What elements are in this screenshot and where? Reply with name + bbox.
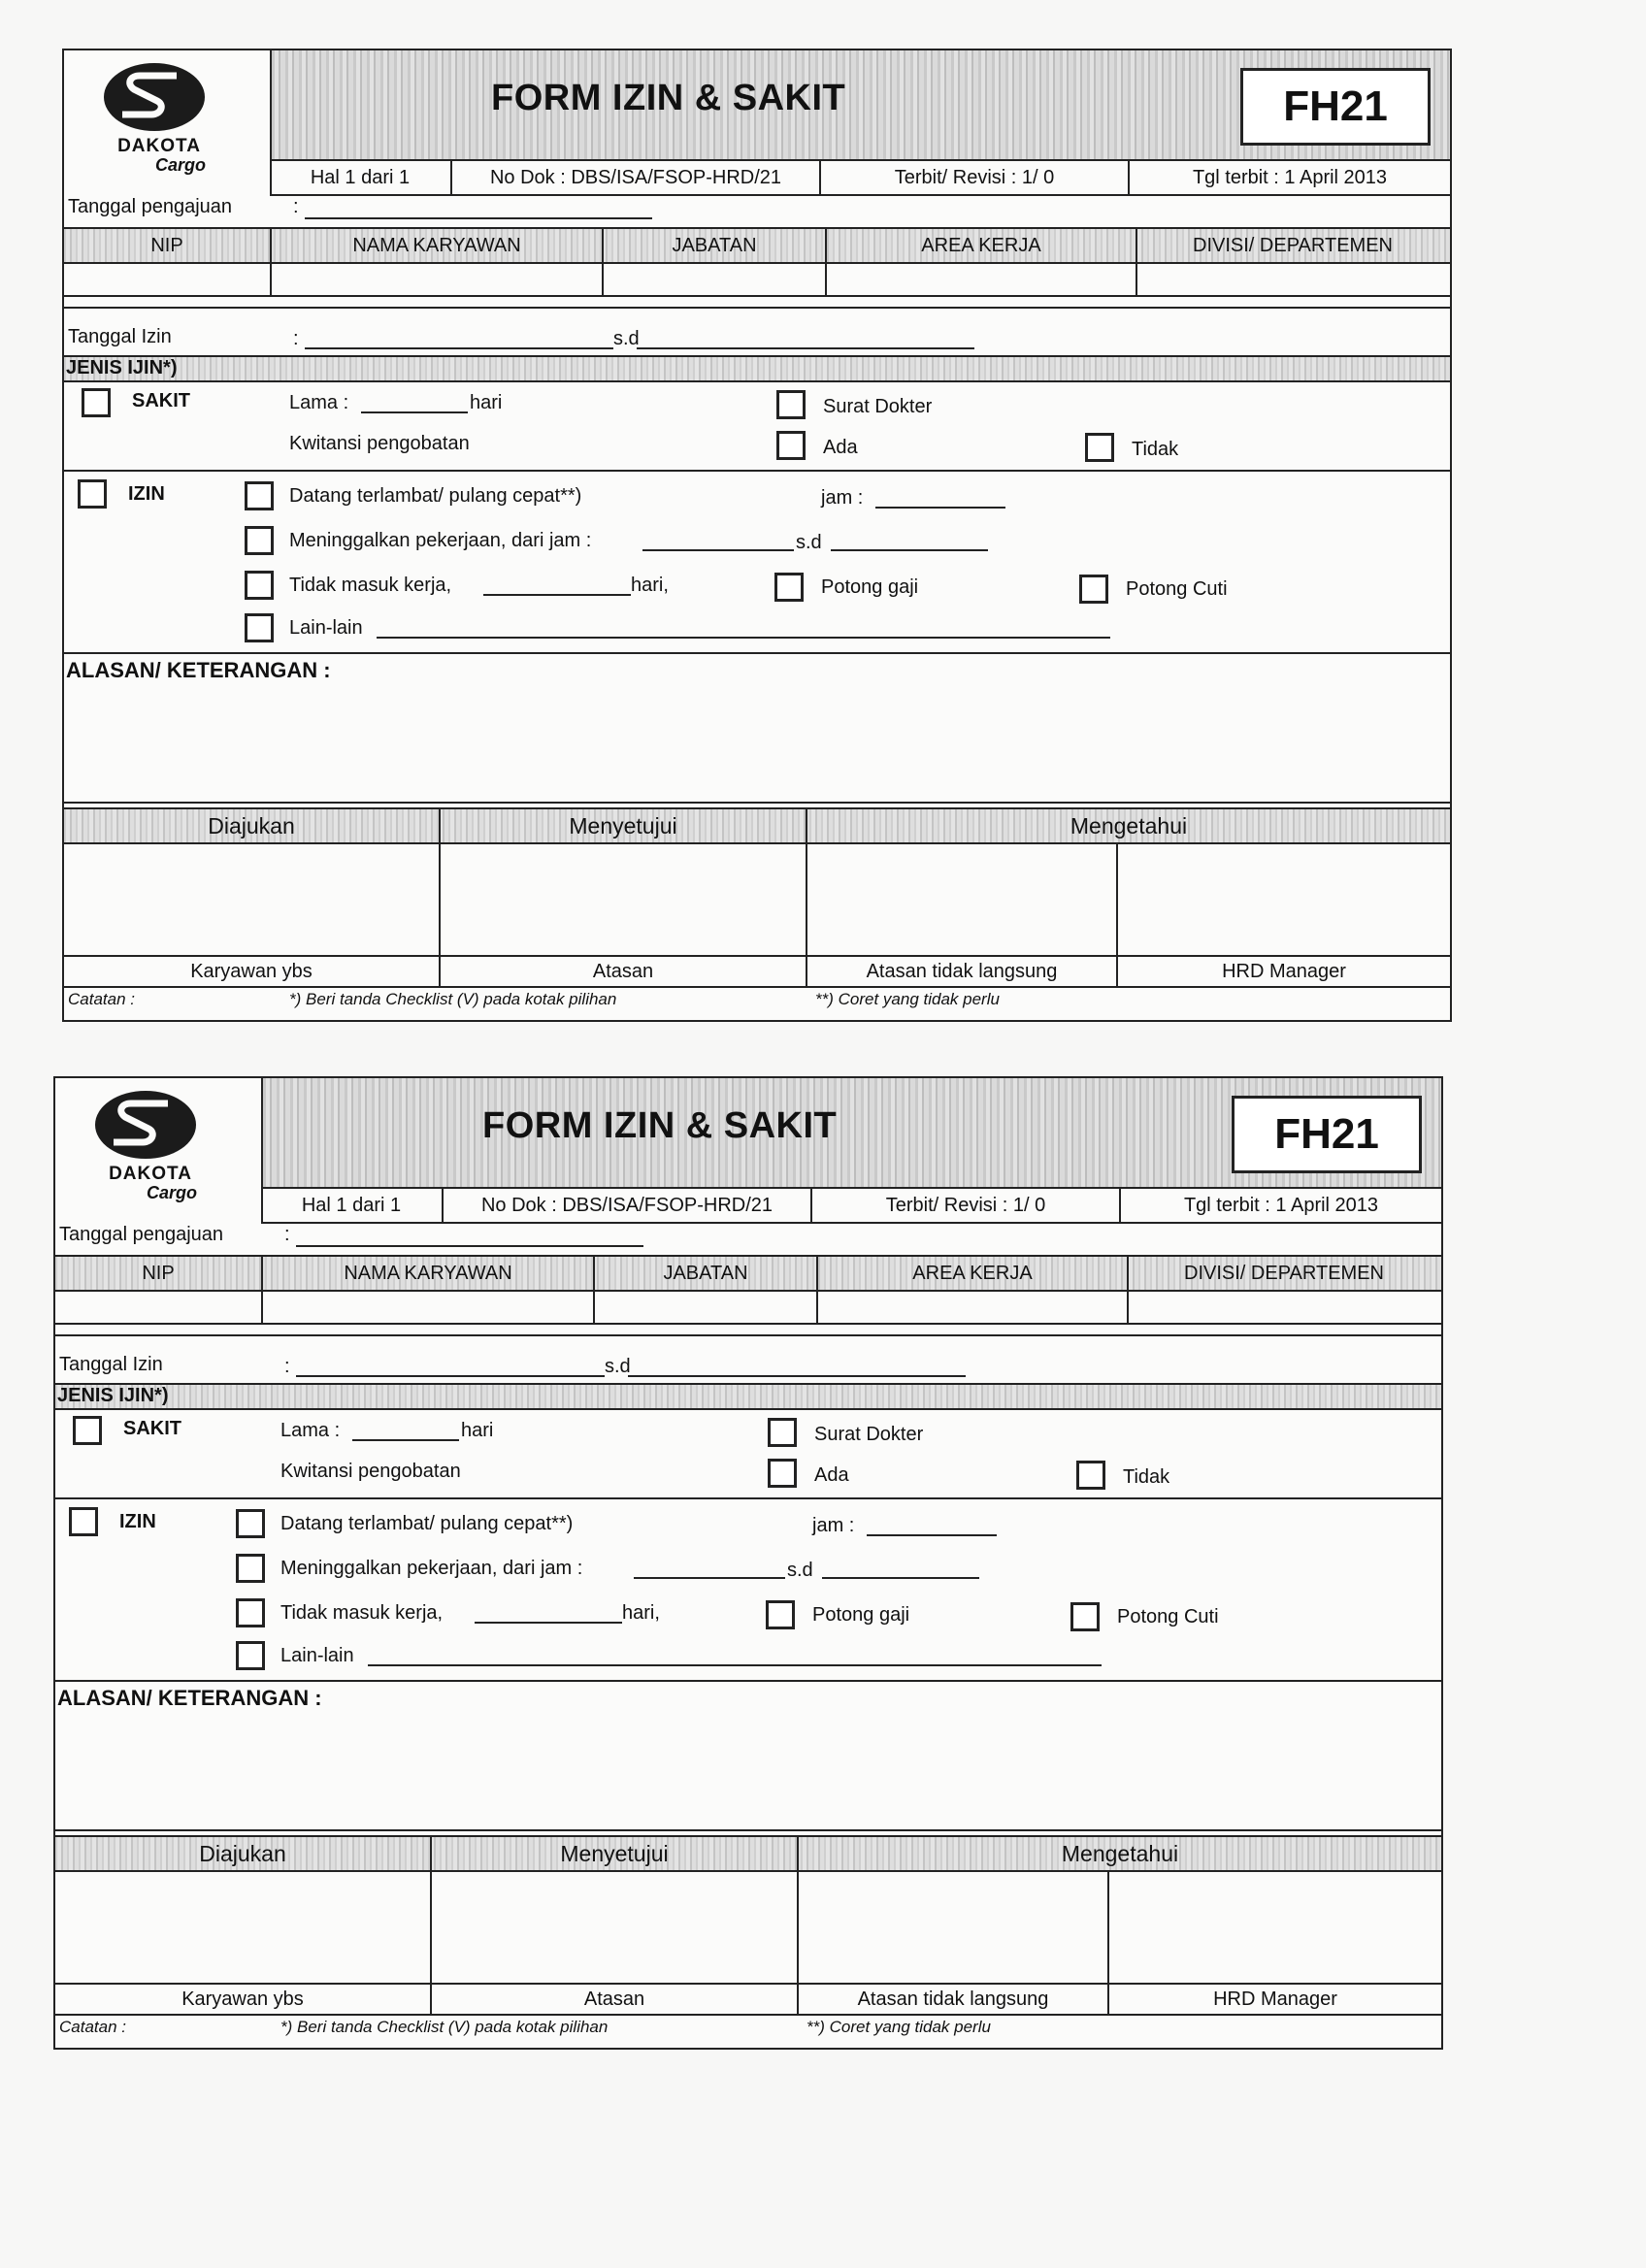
logo-mark-icon <box>101 60 208 134</box>
type-section-label: JENIS IJIN*) <box>66 357 178 378</box>
indirect-superior-signature-box[interactable] <box>807 844 1116 955</box>
other-checkbox[interactable] <box>245 613 274 642</box>
indirect-superior-signature-box[interactable] <box>799 1872 1107 1983</box>
form-title: FORM IZIN & SAKIT <box>491 78 846 118</box>
company-logo <box>64 50 272 196</box>
late-label: Datang terlambat/ pulang cepat**) <box>289 485 582 507</box>
approved-header: Menyetujui <box>569 813 677 838</box>
submission-date-label: Tanggal pengajuan <box>68 196 233 217</box>
absent-checkbox[interactable] <box>236 1598 265 1627</box>
col-work-area: AREA KERJA <box>921 235 1041 256</box>
leave-form-top <box>62 49 1452 1022</box>
late-checkbox[interactable] <box>236 1509 265 1538</box>
hrd-caption: HRD Manager <box>1213 1989 1337 2010</box>
company-name: DAKOTA <box>109 1164 192 1184</box>
leave-start-field[interactable] <box>305 347 613 349</box>
employee-row-cells[interactable] <box>55 1292 1441 1323</box>
late-hour-field[interactable] <box>867 1534 997 1536</box>
revision-info: Terbit/ Revisi : 1/ 0 <box>812 1189 1121 1222</box>
colon: : <box>284 1356 290 1377</box>
company-logo <box>55 1078 263 1224</box>
company-name: DAKOTA <box>117 136 201 156</box>
type-section-label: JENIS IJIN*) <box>57 1385 169 1406</box>
leave-end-field[interactable] <box>628 1375 966 1377</box>
permit-label: IZIN <box>128 483 165 505</box>
notes-label: Catatan : <box>59 2018 126 2036</box>
absent-days-field[interactable] <box>475 1622 622 1624</box>
superior-caption: Atasan <box>583 1989 645 2010</box>
receipt-yes-checkbox[interactable] <box>776 431 806 460</box>
permit-label: IZIN <box>119 1511 156 1532</box>
late-checkbox[interactable] <box>245 481 274 510</box>
leave-work-to-field[interactable] <box>822 1577 979 1579</box>
col-nip: NIP <box>150 235 183 256</box>
colon: : <box>293 196 299 217</box>
leave-cut-checkbox[interactable] <box>1070 1602 1100 1631</box>
leave-date-label: Tanggal Izin <box>59 1354 163 1375</box>
submission-date-label: Tanggal pengajuan <box>59 1224 224 1245</box>
receipt-yes-label: Ada <box>823 437 858 458</box>
form-code: FH21 <box>1240 68 1431 146</box>
days-label: hari <box>461 1420 494 1441</box>
absent-label: Tidak masuk kerja, <box>280 1602 444 1624</box>
hrd-caption: HRD Manager <box>1222 961 1346 982</box>
receipt-yes-label: Ada <box>814 1464 849 1486</box>
late-label: Datang terlambat/ pulang cepat**) <box>280 1513 574 1534</box>
permit-checkbox[interactable] <box>78 479 107 509</box>
employee-signature-box[interactable] <box>55 1872 430 1983</box>
leave-work-to-field[interactable] <box>831 549 988 551</box>
receipt-yes-checkbox[interactable] <box>768 1459 797 1488</box>
doc-number: No Dok : DBS/ISA/FSOP-HRD/21 <box>444 1189 812 1222</box>
notes-label: Catatan : <box>68 990 135 1008</box>
note-checklist: *) Beri tanda Checklist (V) pada kotak pilihan <box>280 2018 609 2036</box>
reason-field[interactable] <box>64 687 1450 802</box>
acknowledged-header: Mengetahui <box>1070 813 1188 838</box>
company-sub: Cargo <box>146 1183 197 1202</box>
col-division: DIVISI/ DEPARTEMEN <box>1184 1263 1384 1284</box>
hour-label: jam : <box>812 1515 855 1536</box>
sick-days-field[interactable] <box>352 1439 459 1441</box>
doctor-note-checkbox[interactable] <box>768 1418 797 1447</box>
note-strike: **) Coret yang tidak perlu <box>815 990 1000 1008</box>
colon: : <box>284 1224 290 1245</box>
submitted-header: Diajukan <box>199 1841 286 1866</box>
hrd-signature-box[interactable] <box>1109 1872 1441 1983</box>
receipt-no-checkbox[interactable] <box>1085 433 1114 462</box>
note-checklist: *) Beri tanda Checklist (V) pada kotak pilihan <box>289 990 617 1008</box>
submission-date-field[interactable] <box>296 1245 643 1247</box>
until-label: s.d <box>613 328 640 349</box>
receipt-label: Kwitansi pengobatan <box>289 433 470 454</box>
until-label: s.d <box>787 1560 813 1581</box>
leave-work-label: Meninggalkan pekerjaan, dari jam : <box>280 1558 583 1579</box>
other-label: Lain-lain <box>280 1645 354 1666</box>
hour-label: jam : <box>821 487 864 509</box>
absent-days-label: hari, <box>622 1602 660 1624</box>
duration-label: Lama : <box>289 392 349 413</box>
until-label: s.d <box>796 532 822 553</box>
approved-header: Menyetujui <box>560 1841 669 1866</box>
form-code: FH21 <box>1232 1096 1422 1173</box>
absent-checkbox[interactable] <box>245 571 274 600</box>
issue-date: Tgl terbit : 1 April 2013 <box>1192 167 1388 188</box>
salary-cut-label: Potong gaji <box>812 1604 910 1626</box>
sick-label: SAKIT <box>132 390 190 411</box>
leave-work-from-field[interactable] <box>634 1577 785 1579</box>
leave-cut-checkbox[interactable] <box>1079 575 1108 604</box>
receipt-label: Kwitansi pengobatan <box>280 1461 461 1482</box>
superior-signature-box[interactable] <box>441 844 806 955</box>
salary-cut-checkbox[interactable] <box>766 1600 795 1629</box>
type-header-band <box>64 357 1450 380</box>
col-work-area: AREA KERJA <box>912 1263 1033 1284</box>
leave-work-label: Meninggalkan pekerjaan, dari jam : <box>289 530 592 551</box>
leave-work-checkbox[interactable] <box>245 526 274 555</box>
doc-meta-row <box>270 159 1450 196</box>
hrd-signature-box[interactable] <box>1118 844 1450 955</box>
late-hour-field[interactable] <box>875 507 1005 509</box>
sick-checkbox[interactable] <box>82 388 111 417</box>
reason-label: ALASAN/ KETERANGAN : <box>66 658 331 682</box>
leave-date-label: Tanggal Izin <box>68 326 172 347</box>
other-field[interactable] <box>377 637 1110 639</box>
leave-cut-label: Potong Cuti <box>1126 578 1228 600</box>
doctor-note-label: Surat Dokter <box>823 396 933 417</box>
other-field[interactable] <box>368 1664 1102 1666</box>
superior-signature-box[interactable] <box>432 1872 797 1983</box>
leave-work-checkbox[interactable] <box>236 1554 265 1583</box>
submitted-header: Diajukan <box>208 813 295 838</box>
sick-checkbox[interactable] <box>73 1416 102 1445</box>
colon: : <box>293 328 299 349</box>
other-checkbox[interactable] <box>236 1641 265 1670</box>
leave-start-field[interactable] <box>296 1375 605 1377</box>
page-info: Hal 1 dari 1 <box>270 161 452 194</box>
indirect-superior-caption: Atasan tidak langsung <box>866 961 1058 982</box>
leave-end-field[interactable] <box>637 347 974 349</box>
company-sub: Cargo <box>154 155 206 175</box>
days-label: hari <box>470 392 503 413</box>
acknowledged-header: Mengetahui <box>1061 1841 1179 1866</box>
submission-date-field[interactable] <box>305 217 652 219</box>
col-division: DIVISI/ DEPARTEMEN <box>1193 235 1393 256</box>
employee-row-cells[interactable] <box>64 264 1450 295</box>
logo-mark-icon <box>92 1088 199 1162</box>
leave-work-from-field[interactable] <box>642 549 794 551</box>
doc-number: No Dok : DBS/ISA/FSOP-HRD/21 <box>452 161 821 194</box>
indirect-superior-caption: Atasan tidak langsung <box>857 1989 1049 2010</box>
receipt-no-label: Tidak <box>1123 1466 1170 1488</box>
sick-days-field[interactable] <box>361 411 468 413</box>
permit-checkbox[interactable] <box>69 1507 98 1536</box>
superior-caption: Atasan <box>592 961 654 982</box>
absent-label: Tidak masuk kerja, <box>289 575 452 596</box>
reason-field[interactable] <box>55 1715 1441 1829</box>
note-strike: **) Coret yang tidak perlu <box>807 2018 991 2036</box>
receipt-no-checkbox[interactable] <box>1076 1461 1105 1490</box>
until-label: s.d <box>605 1356 631 1377</box>
col-employee-name: NAMA KARYAWAN <box>344 1263 512 1284</box>
col-nip: NIP <box>142 1263 175 1284</box>
revision-info: Terbit/ Revisi : 1/ 0 <box>821 161 1130 194</box>
doctor-note-checkbox[interactable] <box>776 390 806 419</box>
absent-days-field[interactable] <box>483 594 631 596</box>
employee-caption: Karyawan ybs <box>181 1989 304 2010</box>
leave-form-bottom <box>53 1076 1443 2050</box>
col-position: JABATAN <box>663 1263 748 1284</box>
salary-cut-checkbox[interactable] <box>774 573 804 602</box>
col-position: JABATAN <box>672 235 757 256</box>
form-title: FORM IZIN & SAKIT <box>482 1105 838 1146</box>
doctor-note-label: Surat Dokter <box>814 1424 924 1445</box>
duration-label: Lama : <box>280 1420 341 1441</box>
type-header-band <box>55 1385 1441 1408</box>
other-label: Lain-lain <box>289 617 363 639</box>
issue-date: Tgl terbit : 1 April 2013 <box>1183 1195 1379 1216</box>
col-employee-name: NAMA KARYAWAN <box>352 235 521 256</box>
sick-label: SAKIT <box>123 1418 181 1439</box>
salary-cut-label: Potong gaji <box>821 576 919 598</box>
employee-signature-box[interactable] <box>64 844 439 955</box>
receipt-no-label: Tidak <box>1132 439 1179 460</box>
page-info: Hal 1 dari 1 <box>261 1189 444 1222</box>
absent-days-label: hari, <box>631 575 669 596</box>
employee-caption: Karyawan ybs <box>190 961 313 982</box>
doc-meta-row <box>261 1187 1441 1224</box>
leave-cut-label: Potong Cuti <box>1117 1606 1219 1627</box>
reason-label: ALASAN/ KETERANGAN : <box>57 1686 322 1710</box>
